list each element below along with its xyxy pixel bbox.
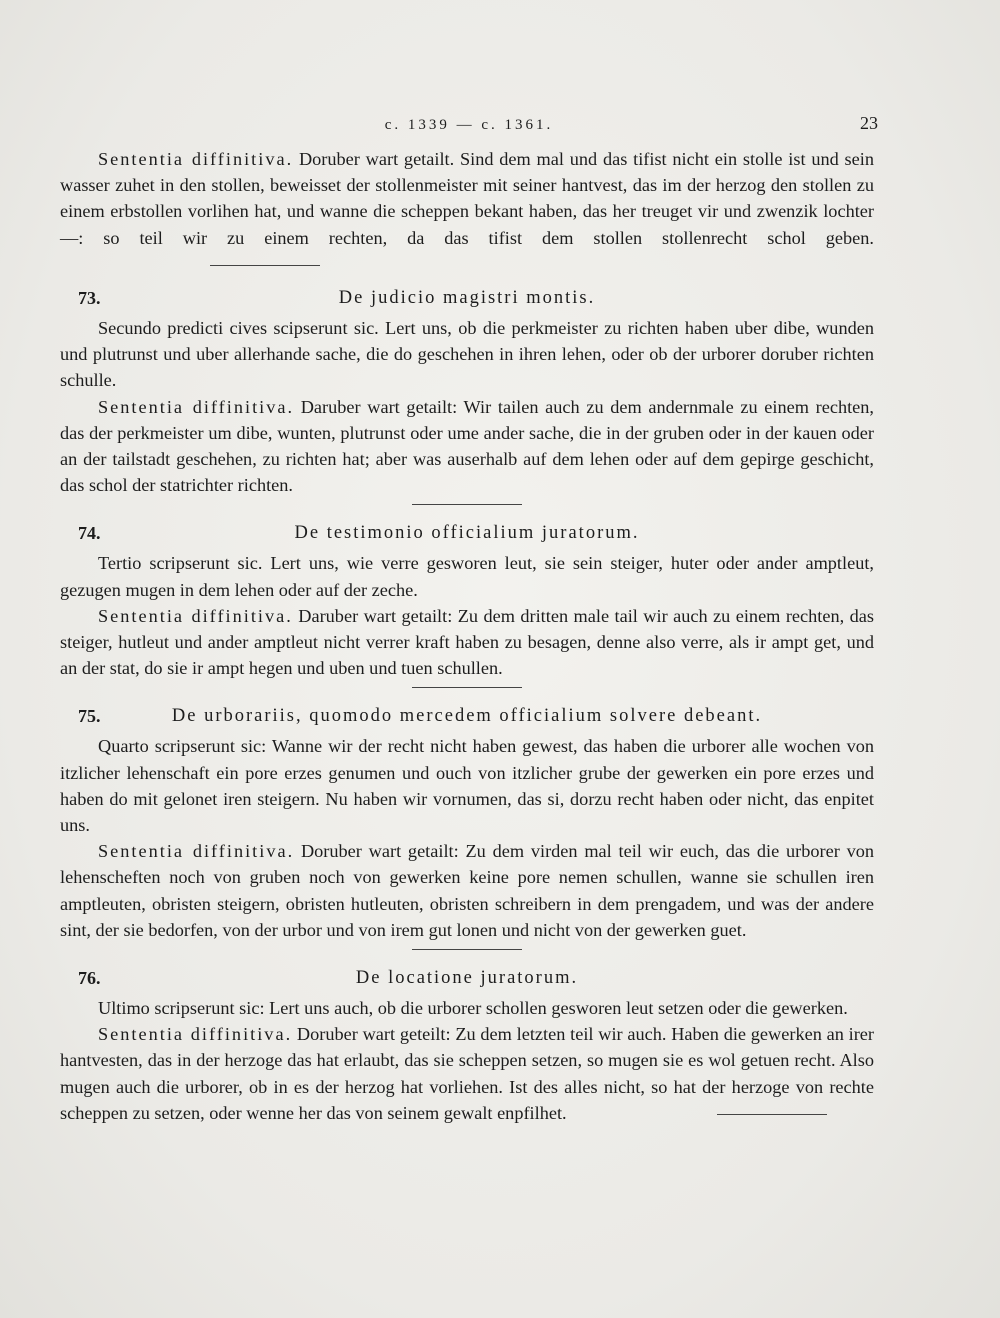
paragraph-text: Daruber wart getailt: Zu dem dritten male tail wir auch zu einem rechten, das steiger, hutleut und ander amptleut nicht verrer kraft haben zu besagen, denne also verre, als ir ampt get, und an der stat, do sie ir ampt hegen und uben und tuen schullen.: [60, 605, 875, 679]
paragraph-75-question: Quarto scripserunt sic: Wanne wir der recht nicht haben gewest, das haben die urborer alle wochen von itzlicher lehenschaft ein pore erzes genumen und ouch von itzlicher grube der gewerken ein pore erzes und haben do mit gelonet iren steigern. Nu haben wir vornumen, das si, dorzu recht haben oder nicht, das enpitet uns.: [60, 736, 874, 836]
running-header: [60, 113, 878, 137]
paragraph-text: Doruber wart getailt: Zu dem virden mal teil wir euch, das die urborer von lehenscheften noch von gruben noch von gewerken keine pore nemen schullen, wanne sie schullen iren amptleuten, obristen steigern, obristen hutleuten, obristen schreibern in dem prengadem, und was der andere sint, der sie bedorfen, von der urbor und von irem gut lonen und nicht von der gewerken guet.: [60, 841, 874, 940]
section-title: De locatione juratorum.: [355, 968, 579, 989]
section-heading-73: [60, 281, 874, 315]
sententia-label: Sententia diffinitiva.: [98, 149, 294, 169]
section-number: 76.: [78, 968, 101, 989]
paragraph-text: Doruber wart getailt. Sind dem mal und das tifist nicht ein stolle ist und sein wasser zuhet in den stollen, beweisset der stollenmeister mit seiner hantvest, das im der herzog den stollen zu einem erbstollen vorlihen hat, und wanne die scheppen bekant haben, das her treuget vir und zwenzik lochter —: so teil wir zu einem rechten, da das tifist dem stollen stollenrecht schol geben.: [60, 149, 874, 248]
separator-rule: [717, 1114, 827, 1115]
section-title: De judicio magistri montis.: [338, 288, 596, 309]
paragraph-75-sententia: [60, 838, 874, 943]
separator-rule: [210, 265, 320, 266]
section-title: De testimonio officialium juratorum.: [294, 523, 640, 544]
section-number: 75.: [78, 706, 101, 727]
paragraph-76-question: Ultimo scripserunt sic: Lert uns auch, ob die urborer schollen gesworen leut setzen oder die gewerken.: [98, 998, 848, 1019]
section-number: 73.: [78, 288, 101, 309]
page-number: 23: [860, 113, 878, 133]
header-range: c. 1339 — c. 1361.: [384, 117, 554, 133]
sententia-label: Sententia diffinitiva.: [98, 841, 295, 862]
section-heading-76: [60, 961, 874, 995]
paragraph-74-question: Tertio scripserunt sic. Lert uns, wie verre gesworen leut, sie sein steiger, huter oder ander amptleut, gezugen mugen in dem lehen oder auf der zeche.: [60, 553, 874, 600]
section-title: De urborariis, quomodo mercedem officialium solvere debeant.: [171, 706, 763, 727]
sententia-label: Sententia diffinitiva.: [98, 605, 293, 626]
section-heading-74: [60, 516, 874, 550]
sententia-label: Sententia diffinitiva.: [98, 1024, 293, 1045]
paragraph-text: Doruber wart geteilt: Zu dem letzten teil wir auch. Haben die gewerken an irer hantvesten, das in der herzoge das hat erlaubt, das sie scheppen setzen, so mugen sie es wol getuen recht. Also mugen auch die urborer, ob in es der herzog hat vorliehen. Ist des alles nicht, so hat der herzoge von rechte scheppen zu setzen, oder wenne her das von seinem gewalt enpfilhet.: [60, 1024, 874, 1123]
section-number: 74.: [78, 523, 101, 544]
separator-rule: [60, 498, 874, 512]
separator-rule: [60, 681, 874, 695]
paragraph-73-sententia: [60, 394, 874, 499]
paragraph-sententia-72: [60, 146, 874, 277]
paragraph-text: Daruber wart getailt: Wir tailen auch zu dem andernmale zu einem rechten, das der perkmeister um dibe, wunten, plutrunst oder ume ander sache, die in der gruben oder in der kauen oder an der tailstadt geschehen, zu richten hat; aber was auserhalb auf dem lehen oder auf dem gepirge geschicht, das schol der statrichter richten.: [60, 396, 874, 496]
paragraph-74-sententia: [60, 603, 874, 682]
section-heading-75: [60, 699, 874, 733]
document-body: [60, 146, 874, 1126]
paragraph-76-sententia: [60, 1021, 874, 1126]
paragraph-73-question: Secundo predicti cives scipserunt sic. Lert uns, ob die perkmeister zu richten haben uber dibe, wunden und plutrunst und uber allerhande sache, die do geschehen in ihren lehen, oder ob der urborer doruber richten schulle.: [60, 318, 874, 391]
sententia-label: Sententia diffinitiva.: [98, 396, 295, 417]
separator-rule: [60, 943, 874, 957]
